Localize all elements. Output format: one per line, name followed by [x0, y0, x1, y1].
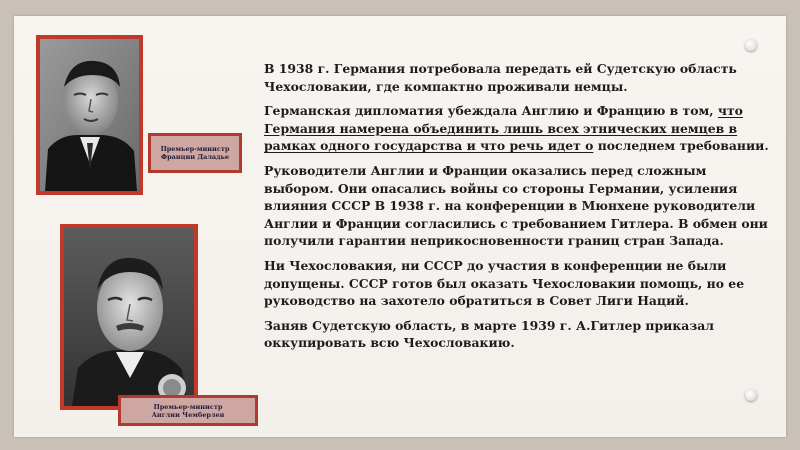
caption-chamberlain [118, 395, 258, 426]
portrait-chamberlain [64, 228, 194, 406]
caption-line: Франции Даладье [160, 153, 230, 161]
chamberlain-photo [60, 224, 198, 410]
paragraph [264, 102, 774, 155]
paragraph: Руководители Англии и Франции оказались перед сложным выбором. Они опасались войны со стороны Германии, усиления влияния СССР В 1938 г. на конференции в Мюнхене руководители Англии и Франции согласились с требованием Гитлера. В обмен они получили гарантии неприкосновенности границ стран Запада. [264, 162, 768, 249]
portrait-daladier [40, 39, 139, 191]
paragraph: Заняв Судетскую область, в марте 1939 г. А.Гитлер приказал оккупировать всю Чехословакию. [264, 317, 714, 351]
caption-line: Премьер-министр [160, 145, 230, 153]
paragraph-outro: последнем требовании. [597, 138, 769, 154]
paragraph-intro: Германская дипломатия убеждала Англию и Францию в том, [264, 103, 714, 119]
caption-line: Англии Чемберлен [151, 410, 225, 419]
paragraph: Ни Чехословакия, ни СССР до участия в конференции не были допущены. СССР готов был оказать Чехословакии помощь, но ее руководство на захотело обратиться в Совет Лиги Наций. [264, 257, 745, 309]
caption-daladier [148, 133, 242, 173]
main-text [264, 60, 774, 359]
pin-icon [745, 389, 757, 401]
daladier-photo [36, 35, 143, 195]
caption-line: Премьер-министр [153, 402, 223, 411]
underlined-claim: что Германия намерена объединить лишь всех этнических немцев в рамках одного государства и что речь идет о [264, 103, 743, 154]
pin-icon [745, 39, 757, 51]
paragraph: В 1938 г. Германия потребовала передать ей Судетскую область Чехословакии, где компактно проживали немцы. [264, 61, 737, 94]
